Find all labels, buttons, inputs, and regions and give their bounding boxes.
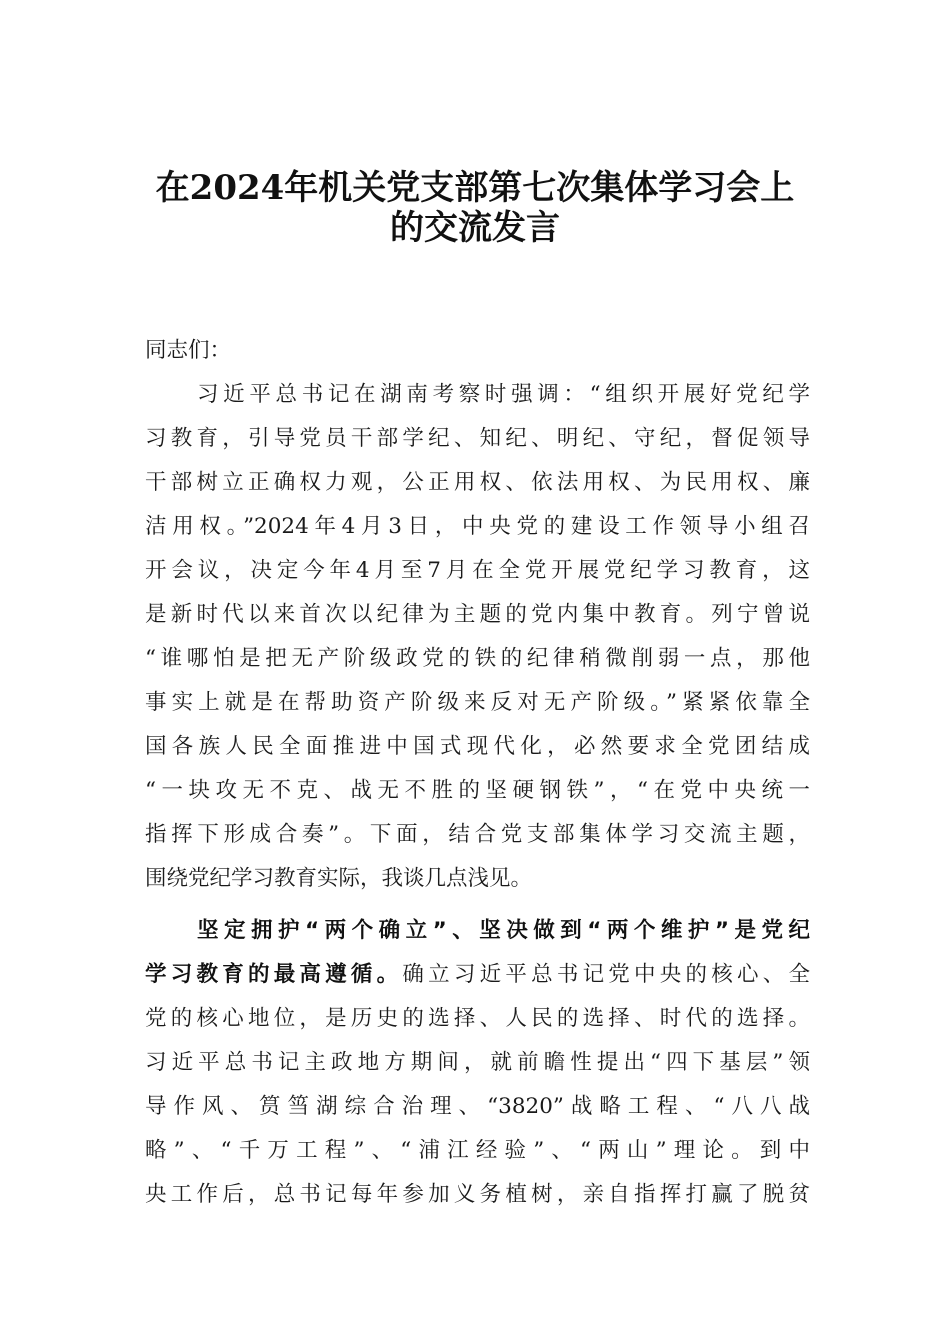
paragraph-line: 习近平总书记在湖南考察时强调：“组织开展好党纪学 xyxy=(197,382,810,407)
greeting: 同志们： xyxy=(145,338,232,363)
section-heading-line-2 xyxy=(145,953,810,997)
paragraph-line: 开会议，决定今年4月至7月在全党开展党纪学习教育，这 xyxy=(145,558,810,583)
paragraph-line: “一块攻无不克、战无不胜的坚硬钢铁”，“在党中央统一 xyxy=(145,778,810,803)
paragraph-line: “谁哪怕是把无产阶级政党的铁的纪律稍微削弱一点，那他 xyxy=(145,646,810,671)
document-title-line-2: 的交流发言 xyxy=(390,208,560,248)
paragraph-line: 习教育，引导党员干部学纪、知纪、明纪、守纪，督促领导 xyxy=(145,426,810,451)
paragraph-line: 央工作后，总书记每年参加义务植树，亲自指挥打赢了脱贫 xyxy=(145,1182,810,1207)
paragraph-line: 国各族人民全面推进中国式现代化，必然要求全党团结成 xyxy=(145,734,810,759)
paragraph-line: 是新时代以来首次以纪律为主题的党内集中教育。列宁曾说 xyxy=(145,602,810,627)
paragraph-line: 略”、“千万工程”、“浦江经验”、“两山”理论。到中 xyxy=(145,1138,810,1163)
paragraph-line: 围绕党纪学习教育实际，我谈几点浅见。 xyxy=(145,866,533,891)
paragraph-line: 习近平总书记主政地方期间，就前瞻性提出“四下基层”领 xyxy=(145,1050,810,1075)
paragraph-line: 干部树立正确权力观，公正用权、依法用权、为民用权、廉 xyxy=(145,470,810,495)
document-title-line-1: 在2024年机关党支部第七次集体学习会上 xyxy=(155,168,795,208)
section-heading-bold: 学习教育的最高遵循。 xyxy=(145,962,403,987)
paragraph-line: 导作风、筼筜湖综合治理、“3820”战略工程、“八八战 xyxy=(145,1094,810,1119)
section-heading-line-1: 坚定拥护“两个确立”、坚决做到“两个维护”是党纪 xyxy=(197,918,810,943)
paragraph-line: 事实上就是在帮助资产阶级来反对无产阶级。”紧紧依靠全 xyxy=(145,690,810,715)
section-text: 确立习近平总书记党中央的核心、全 xyxy=(402,962,810,987)
paragraph-line: 党的核心地位，是历史的选择、人民的选择、时代的选择。 xyxy=(145,1006,810,1031)
paragraph-line: 指挥下形成合奏”。下面，结合党支部集体学习交流主题， xyxy=(145,822,810,847)
paragraph-line: 洁用权。”2024年4月3日，中央党的建设工作领导小组召 xyxy=(145,514,810,539)
